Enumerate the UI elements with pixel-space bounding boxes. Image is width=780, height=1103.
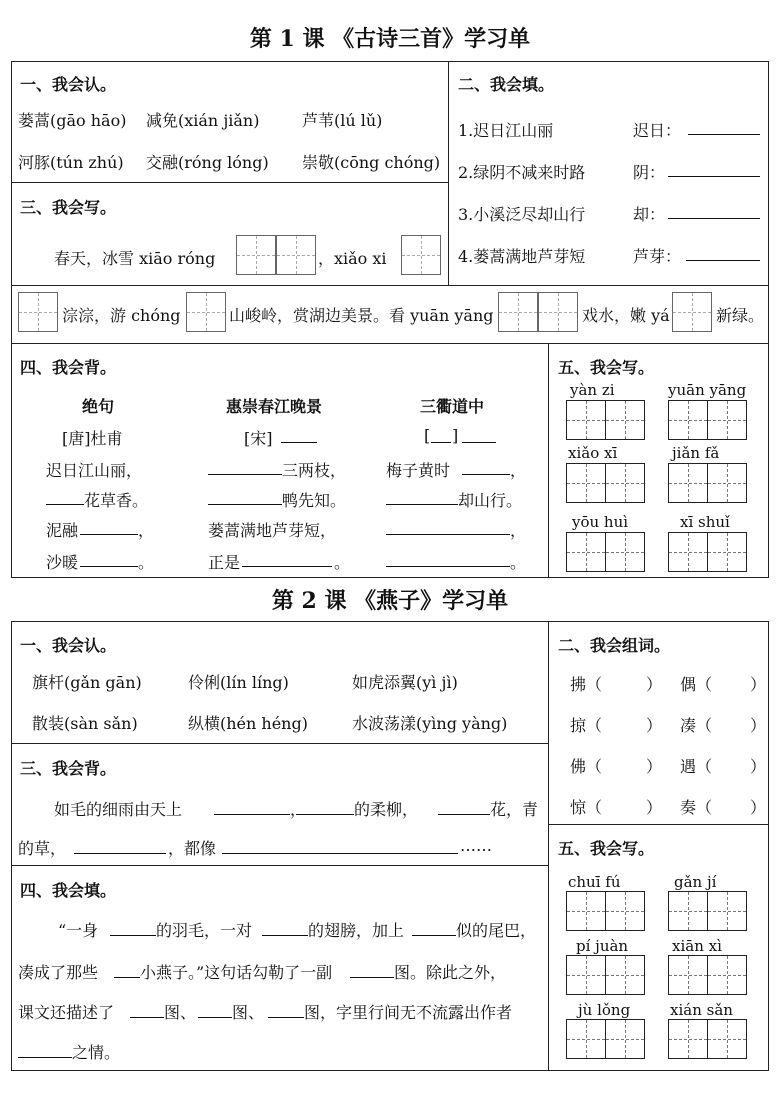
writing-box[interactable] xyxy=(668,532,708,572)
l1-s3-text: 新绿。 xyxy=(716,306,765,325)
word-item: 掠（ xyxy=(570,716,603,735)
l1-s1-item: 芦苇(lú lǔ) xyxy=(302,111,383,130)
divider xyxy=(11,343,769,344)
l2-s1-item: 旗杆(gǎn gān) xyxy=(32,673,142,692)
l1-s2-line: 2.绿阴不减来时路 xyxy=(458,163,586,182)
poem3-line: ， xyxy=(510,521,527,540)
poem3-author: [ xyxy=(424,426,431,445)
fill-text: 之情。 xyxy=(72,1043,121,1062)
poem1-title: 绝句 xyxy=(82,397,115,416)
answer-blank[interactable] xyxy=(386,552,510,567)
poem2-title: 惠崇春江晚景 xyxy=(226,397,323,416)
poem1-line: 沙暖 xyxy=(46,553,79,572)
l1-s1-item: 崇敬(cōng chóng) xyxy=(302,153,441,172)
recite-text: …… xyxy=(460,836,492,855)
poem2-line: 。 xyxy=(334,553,351,572)
answer-blank[interactable] xyxy=(80,552,138,567)
l1-s4-heading: 四、我会背。 xyxy=(20,358,117,377)
l2-s1-item: 纵横(hén héng) xyxy=(188,714,308,733)
poem1-line: 花草香。 xyxy=(84,491,149,510)
poem2-line: 蒌蒿满地芦芽短， xyxy=(208,521,337,540)
fill-text: 图、 xyxy=(232,1003,265,1022)
answer-blank[interactable] xyxy=(462,428,496,443)
poem3-line: ， xyxy=(510,461,527,480)
l1-s3-text: 戏水，嫩 yá xyxy=(582,306,670,325)
answer-blank[interactable] xyxy=(80,520,138,535)
l1-s1-item: 交融(róng lóng) xyxy=(146,153,269,172)
answer-blank[interactable] xyxy=(110,921,156,936)
answer-blank[interactable] xyxy=(668,204,760,219)
writing-box[interactable] xyxy=(668,463,708,503)
word-item: 拂（ xyxy=(570,675,603,694)
answer-blank[interactable] xyxy=(208,460,282,475)
poem1-line: 迟日江山丽， xyxy=(46,461,143,480)
writing-box[interactable] xyxy=(668,1019,708,1059)
pinyin-label: yuān yāng xyxy=(668,381,747,399)
pinyin-label: jiǎn fǎ xyxy=(672,444,720,462)
answer-blank[interactable] xyxy=(198,1003,232,1018)
recite-text: 花，青 xyxy=(490,800,539,819)
fill-text: 小燕子。”这句话勾勒了一副 xyxy=(140,963,333,982)
writing-box[interactable] xyxy=(566,532,606,572)
poem2-line: 鸭先知。 xyxy=(282,491,347,510)
writing-box[interactable] xyxy=(538,292,578,332)
poem3-line: 梅子黄时 xyxy=(386,461,451,480)
pinyin-label: gǎn jí xyxy=(674,873,717,891)
poem2-line: 正是 xyxy=(208,553,241,572)
recite-text: 如毛的细雨由天上 xyxy=(54,800,183,819)
writing-box[interactable] xyxy=(707,955,747,995)
l1-s5-heading: 五、我会写。 xyxy=(558,358,655,377)
l2-s2-heading: 二、我会组词。 xyxy=(558,636,671,655)
writing-box[interactable] xyxy=(566,955,606,995)
pinyin-label: xiǎo xī xyxy=(568,444,618,462)
l1-s1-item: 河豚(tún zhú) xyxy=(18,153,124,172)
writing-box[interactable] xyxy=(605,463,645,503)
l1-s3-text: 春天，冰雪 xiāo róng xyxy=(54,249,216,268)
answer-blank[interactable] xyxy=(462,460,510,475)
divider xyxy=(548,621,549,1071)
fill-text: 的翅膀，加上 xyxy=(308,921,405,940)
writing-box[interactable] xyxy=(707,1019,747,1059)
writing-box[interactable] xyxy=(566,1019,606,1059)
writing-box[interactable] xyxy=(498,292,538,332)
paren: ） xyxy=(646,757,663,776)
pinyin-label: xián sǎn xyxy=(670,1001,733,1019)
answer-blank[interactable] xyxy=(686,246,760,261)
answer-blank[interactable] xyxy=(130,1003,164,1018)
answer-blank[interactable] xyxy=(281,428,317,443)
l2-s1-item: 水波荡漾(yìng yàng) xyxy=(352,714,508,733)
l1-s3-text: ，xiǎo xi xyxy=(318,249,387,268)
poem1-line: 。 xyxy=(138,553,155,572)
divider xyxy=(11,285,769,286)
poem3-author: ] xyxy=(452,426,459,445)
answer-blank[interactable] xyxy=(412,921,456,936)
writing-box[interactable] xyxy=(668,955,708,995)
lesson1-title: 第 1 课 《古诗三首》学习单 xyxy=(249,26,531,52)
fill-text: 似的尾巴， xyxy=(456,921,537,940)
writing-box[interactable] xyxy=(566,891,606,931)
writing-box[interactable] xyxy=(707,463,747,503)
divider xyxy=(548,343,549,578)
fill-text: 图，字里行间无不流露出作者 xyxy=(304,1003,513,1022)
answer-blank[interactable] xyxy=(208,490,282,505)
fill-text: 图、 xyxy=(164,1003,197,1022)
writing-box[interactable] xyxy=(186,292,226,332)
fill-text: 图。除此之外， xyxy=(394,963,507,982)
l1-s3-text: 淙淙，游 chóng xyxy=(62,306,181,325)
writing-box[interactable] xyxy=(668,891,708,931)
recite-text: 的柔柳， xyxy=(354,800,419,819)
pinyin-label: pí juàn xyxy=(576,937,629,955)
recite-text: 的草， xyxy=(18,839,67,858)
poem1-line: 泥融 xyxy=(46,521,79,540)
answer-blank[interactable] xyxy=(222,839,458,854)
writing-box[interactable] xyxy=(672,292,712,332)
divider xyxy=(11,865,549,866)
l1-s2-char: 迟日： xyxy=(633,121,682,140)
word-item: 惊（ xyxy=(570,798,603,817)
l1-s2-line: 1.迟日江山丽 xyxy=(458,121,554,140)
l2-s1-item: 伶俐(lín líng) xyxy=(188,673,289,692)
divider xyxy=(11,743,549,744)
answer-blank[interactable] xyxy=(668,162,760,177)
pinyin-label: xī shuǐ xyxy=(680,513,730,531)
fill-text: “一身 xyxy=(58,921,99,940)
pinyin-label: yàn zi xyxy=(570,381,615,399)
answer-blank[interactable] xyxy=(296,800,354,815)
paren: ） xyxy=(646,716,663,735)
poem2-author: [宋] xyxy=(244,429,273,448)
l1-s2-char: 芦芽： xyxy=(633,247,682,266)
answer-blank[interactable] xyxy=(688,120,760,135)
pinyin-label: chuī fú xyxy=(568,873,621,891)
l2-s1-item: 散装(sàn sǎn) xyxy=(32,714,138,733)
answer-blank[interactable] xyxy=(46,490,84,505)
pinyin-label: yōu huì xyxy=(572,513,629,531)
l1-s1-heading: 一、我会认。 xyxy=(20,75,117,94)
paren: ） xyxy=(646,798,663,817)
l1-s3-text: 山峻岭，赏湖边美景。看 yuān yāng xyxy=(229,306,494,325)
writing-box[interactable] xyxy=(707,400,747,440)
answer-blank[interactable] xyxy=(350,963,394,978)
divider xyxy=(448,61,449,285)
writing-box[interactable] xyxy=(276,235,316,275)
answer-blank[interactable] xyxy=(74,839,166,854)
writing-box[interactable] xyxy=(605,891,645,931)
writing-box[interactable] xyxy=(668,400,708,440)
l2-s3-heading: 三、我会背。 xyxy=(20,759,117,778)
l1-s2-line: 4.蒌蒿满地芦芽短 xyxy=(458,247,586,266)
answer-blank[interactable] xyxy=(268,1003,304,1018)
writing-box[interactable] xyxy=(605,1019,645,1059)
fill-text: 课文还描述了 xyxy=(18,1003,115,1022)
l1-s2-char: 阴： xyxy=(633,163,666,182)
poem3-line: 却山行。 xyxy=(458,491,523,510)
pinyin-label: jù lǒng xyxy=(578,1001,631,1019)
writing-box[interactable] xyxy=(707,532,747,572)
answer-blank[interactable] xyxy=(214,800,290,815)
poem2-line: 三两枝， xyxy=(282,461,347,480)
l2-s1-item: 如虎添翼(yì jì) xyxy=(352,673,458,692)
answer-blank[interactable] xyxy=(386,490,458,505)
paren: ） xyxy=(750,716,767,735)
poem3-line: 。 xyxy=(510,553,527,572)
l1-s1-item: 减免(xián jiǎn) xyxy=(146,111,260,130)
l2-s4-heading: 四、我会填。 xyxy=(20,881,117,900)
writing-box[interactable] xyxy=(566,400,606,440)
l2-s1-heading: 一、我会认。 xyxy=(20,636,117,655)
writing-box[interactable] xyxy=(401,235,441,275)
writing-box[interactable] xyxy=(605,400,645,440)
word-item: 偶（ xyxy=(680,675,713,694)
paren: ） xyxy=(750,675,767,694)
word-item: 奏（ xyxy=(680,798,713,817)
l1-s2-line: 3.小溪泛尽却山行 xyxy=(458,205,586,224)
recite-text: ，都像 xyxy=(168,839,217,858)
word-item: 佛（ xyxy=(570,757,603,776)
writing-box[interactable] xyxy=(566,463,606,503)
writing-box[interactable] xyxy=(707,891,747,931)
writing-box[interactable] xyxy=(605,955,645,995)
answer-blank[interactable] xyxy=(438,800,490,815)
writing-box[interactable] xyxy=(236,235,276,275)
paren: ） xyxy=(750,798,767,817)
l1-s1-item: 蒌蒿(gāo hāo) xyxy=(18,111,127,130)
lesson2-title: 第 2 课 《燕子》学习单 xyxy=(271,588,509,614)
poem1-line: ， xyxy=(138,521,155,540)
answer-blank[interactable] xyxy=(262,921,308,936)
poem3-title: 三衢道中 xyxy=(420,397,485,416)
divider xyxy=(548,824,769,825)
answer-blank[interactable] xyxy=(18,1043,72,1058)
writing-box[interactable] xyxy=(605,532,645,572)
l1-s3-heading: 三、我会写。 xyxy=(20,198,117,217)
answer-blank[interactable] xyxy=(386,520,510,535)
answer-blank[interactable] xyxy=(242,552,332,567)
word-item: 凑（ xyxy=(680,716,713,735)
l2-s5-heading: 五、我会写。 xyxy=(558,839,655,858)
pinyin-label: xiān xì xyxy=(672,937,722,955)
fill-text: 凑成了那些 xyxy=(18,963,99,982)
poem1-author: [唐]杜甫 xyxy=(62,429,123,448)
answer-blank[interactable] xyxy=(114,963,140,978)
writing-box[interactable] xyxy=(18,292,58,332)
recite-text: ， xyxy=(290,800,307,819)
fill-text: 的羽毛，一对 xyxy=(156,921,253,940)
word-item: 遇（ xyxy=(680,757,713,776)
paren: ） xyxy=(750,757,767,776)
paren: ） xyxy=(646,675,663,694)
l1-s2-heading: 二、我会填。 xyxy=(458,75,555,94)
l1-s2-char: 却： xyxy=(633,205,666,224)
answer-blank[interactable] xyxy=(431,428,451,443)
divider xyxy=(11,182,449,183)
